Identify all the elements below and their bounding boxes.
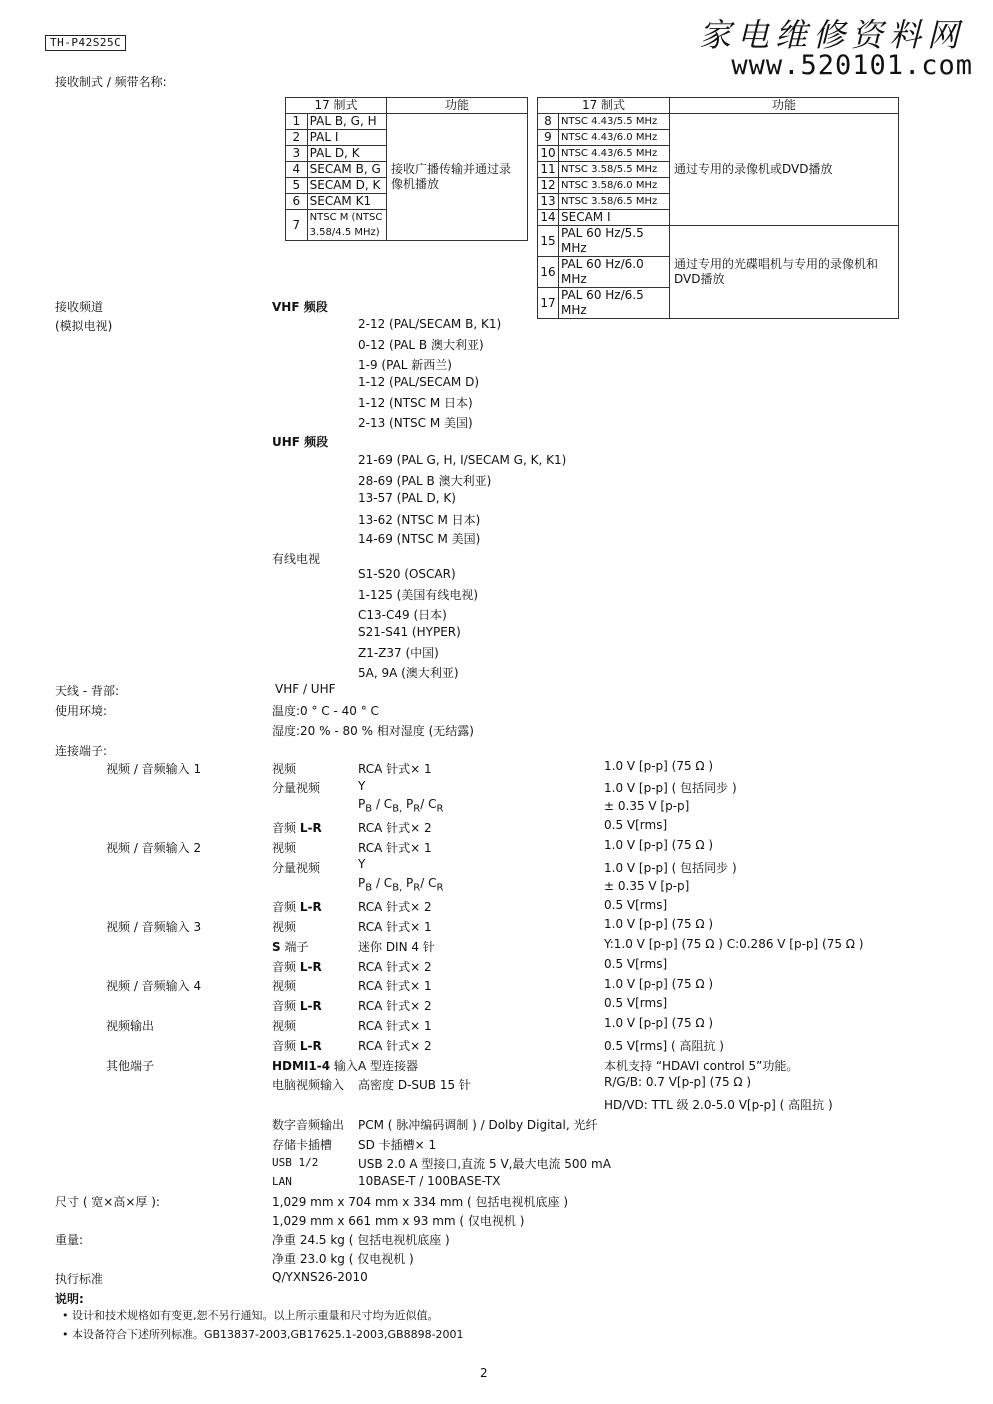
pbpr-label: $P_B / C_{B,}$ $P_R/$ $C_R$ [358, 797, 444, 815]
connector: RCA 针式× 1 [358, 841, 432, 855]
spec-value: 本机支持 “HDAVI control 5”功能。 [604, 1059, 799, 1073]
hdmi-label: HDMI1-4 输入 [272, 1059, 358, 1073]
list-item: 1-12 (PAL/SECAM D) [358, 375, 480, 389]
spec-value: 1.0 V [p-p] ( 包括同步 ) [604, 781, 737, 795]
terminals-label: 连接端子: [55, 744, 108, 758]
digital-audio-label: 数字音频输出 [272, 1118, 345, 1132]
spec-value: PCM ( 脉冲编码调制 ) / Dolby Digital, 光纤 [358, 1118, 598, 1132]
table-row: 12 NTSC 3.58/6.0 MHz [538, 178, 899, 194]
audio-label: 音频 L-R [272, 999, 322, 1013]
spec-value: 1.0 V [p-p] (75 Ω ) [604, 917, 714, 931]
model-label: TH-P42S25C [45, 35, 126, 51]
section-title: 接收制式 / 频带名称: [55, 75, 167, 89]
list-item: Z1-Z37 (中国) [358, 646, 439, 660]
spec-value: 1.0 V [p-p] (75 Ω ) [604, 1016, 714, 1030]
list-item: 1-125 (美国有线电视) [358, 588, 479, 602]
list-item: 13-62 (NTSC M 日本) [358, 513, 481, 527]
audio-label: 音频 L-R [272, 1039, 322, 1053]
usb-label: USB 1/2 [272, 1156, 319, 1169]
spec-value: R/G/B: 0.7 V[p-p] (75 Ω ) [604, 1075, 752, 1089]
connector: RCA 针式× 1 [358, 979, 432, 993]
spec-value: 0.5 V[rms] [604, 957, 668, 971]
table-row: 13 NTSC 3.58/6.5 MHz [538, 194, 899, 210]
spec-value: HD/VD: TTL 级 2.0-5.0 V[p-p] ( 高阻抗 ) [604, 1098, 833, 1112]
list-item: 5A, 9A (澳大利亚) [358, 666, 459, 680]
table-row: 10 NTSC 4.43/6.5 MHz [538, 146, 899, 162]
list-item: 0-12 (PAL B 澳大利亚) [358, 338, 484, 352]
col-system: 17 制式 [286, 98, 387, 114]
list-item: 21-69 (PAL G, H, I/SECAM G, K, K1) [358, 453, 567, 467]
spec-value: ± 0.35 V [p-p] [604, 879, 690, 893]
watermark-title: 家电维修资料网 [698, 16, 965, 54]
uhf-label: UHF 频段 [272, 435, 329, 449]
catv-label: 有线电视 [272, 552, 321, 566]
audio-label: 音频 L-R [272, 960, 322, 974]
channels-label: 接收频道 [55, 300, 104, 314]
pc-label: 电脑视频输入 [272, 1078, 345, 1092]
table-row: 17 PAL 60 Hz/6.5 MHz [538, 288, 899, 319]
connector: A 型连接器 [358, 1059, 419, 1073]
table-row: 7 NTSC M (NTSC 3.58/4.5 MHz) [286, 210, 528, 241]
spec-value: 1,029 mm x 704 mm x 334 mm ( 包括电视机底座 ) [272, 1195, 569, 1209]
function-cell-a: 通过专用的录像机或DVD播放 [670, 114, 899, 226]
humidity: 湿度:20 % - 80 % 相对湿度 (无结露) [272, 724, 474, 738]
video-label: 视频 [272, 979, 297, 993]
table-row: 14 SECAM I [538, 210, 899, 226]
component-label: 分量视频 [272, 861, 321, 875]
connector: Y [358, 857, 366, 871]
spec-value: 0.5 V[rms] [604, 818, 668, 832]
spec-value: ± 0.35 V [p-p] [604, 799, 690, 813]
list-item: 2-12 (PAL/SECAM B, K1) [358, 317, 502, 331]
antenna-label: 天线 - 背部: [55, 684, 120, 698]
audio-label: 音频 L-R [272, 900, 322, 914]
table-row: 15 PAL 60 Hz/5.5 MHz 通过专用的光碟唱机与专用的录像机和DVD播放 [538, 226, 899, 257]
page-number: 2 [480, 1366, 488, 1380]
list-item: S21-S41 (HYPER) [358, 625, 461, 639]
connector: RCA 针式× 1 [358, 920, 432, 934]
video-label: 视频 [272, 841, 297, 855]
pbpr-label: $P_B / C_{B,}$ $P_R/$ $C_R$ [358, 876, 444, 894]
av2-label: 视频 / 音频输入 2 [106, 841, 202, 855]
channels-sublabel: (模拟电视) [55, 319, 113, 333]
list-item: 1-12 (NTSC M 日本) [358, 396, 473, 410]
spec-value: Q/YXNS26-2010 [272, 1270, 368, 1284]
vhf-label: VHF 频段 [272, 300, 328, 314]
table-row: 8 NTSC 4.43/5.5 MHz 通过专用的录像机或DVD播放 [538, 114, 899, 130]
table-row: 5 SECAM D, K [286, 178, 528, 194]
standard-label: 执行标准 [55, 1272, 104, 1286]
spec-value: USB 2.0 A 型接口,直流 5 V,最大电流 500 mA [358, 1157, 611, 1171]
spec-value: 1.0 V [p-p] ( 包括同步 ) [604, 861, 737, 875]
temperature: 温度:0 ° C - 40 ° C [272, 704, 379, 718]
audio-label: 音频 L-R [272, 821, 322, 835]
connector: RCA 针式× 2 [358, 1039, 432, 1053]
col-system: 17 制式 [538, 98, 670, 114]
table-row: 3 PAL D, K [286, 146, 528, 162]
function-cell-b: 通过专用的光碟唱机与专用的录像机和DVD播放 [670, 226, 899, 319]
table-row: 4 SECAM B, G [286, 162, 528, 178]
list-item: 13-57 (PAL D, K) [358, 491, 456, 505]
connector: RCA 针式× 2 [358, 999, 432, 1013]
table-row: 1 PAL B, G, H 接收广播传输并通过录像机播放 [286, 114, 528, 130]
av3-label: 视频 / 音频输入 3 [106, 920, 202, 934]
sd-label: 存储卡插槽 [272, 1138, 333, 1152]
table-row: 9 NTSC 4.43/6.0 MHz [538, 130, 899, 146]
col-function: 功能 [670, 98, 899, 114]
list-item: 1-9 (PAL 新西兰) [358, 358, 452, 372]
table-row: 11 NTSC 3.58/5.5 MHz [538, 162, 899, 178]
component-label: 分量视频 [272, 781, 321, 795]
spec-value: 10BASE-T / 100BASE-TX [358, 1174, 501, 1188]
spec-value: Y:1.0 V [p-p] (75 Ω ) C:0.286 V [p-p] (75 Ω ) [604, 937, 864, 951]
av1-label: 视频 / 音频输入 1 [106, 762, 202, 776]
dimensions-label: 尺寸 ( 宽×高×厚 ): [55, 1195, 160, 1209]
connector: RCA 针式× 2 [358, 960, 432, 974]
spec-value: 0.5 V[rms] ( 高阻抗 ) [604, 1039, 724, 1053]
video-label: 视频 [272, 920, 297, 934]
table-row: 6 SECAM K1 [286, 194, 528, 210]
connector: RCA 针式× 1 [358, 1019, 432, 1033]
spec-value: 净重 23.0 kg ( 仅电视机 ) [272, 1252, 414, 1266]
system-table-left [285, 97, 528, 241]
antenna-value: VHF / UHF [275, 682, 336, 696]
spec-value: 1.0 V [p-p] (75 Ω ) [604, 838, 714, 852]
spec-value: 0.5 V[rms] [604, 898, 668, 912]
system-table-right [537, 97, 899, 319]
spec-value: 1.0 V [p-p] (75 Ω ) [604, 759, 714, 773]
weight-label: 重量: [55, 1233, 84, 1247]
connector: 高密度 D-SUB 15 针 [358, 1078, 471, 1092]
list-item: C13-C49 (日本) [358, 608, 447, 622]
spec-value: 1.0 V [p-p] (75 Ω ) [604, 977, 714, 991]
connector: Y [358, 779, 366, 793]
connector: 迷你 DIN 4 针 [358, 940, 435, 954]
list-item: 28-69 (PAL B 澳大利亚) [358, 474, 492, 488]
video-label: 视频 [272, 1019, 297, 1033]
watermark-url: www.520101.com [731, 50, 973, 81]
col-function: 功能 [387, 98, 528, 114]
spec-value: 0.5 V[rms] [604, 996, 668, 1010]
s-terminal-label: S 端子 [272, 940, 309, 954]
video-label: 视频 [272, 762, 297, 776]
note-item: • 设计和技术规格如有变更,恕不另行通知。以上所示重量和尺寸均为近似值。 [62, 1309, 439, 1322]
spec-value: SD 卡插槽× 1 [358, 1138, 437, 1152]
list-item: S1-S20 (OSCAR) [358, 567, 456, 581]
connector: RCA 针式× 2 [358, 821, 432, 835]
av4-label: 视频 / 音频输入 4 [106, 979, 202, 993]
list-item: 2-13 (NTSC M 美国) [358, 416, 473, 430]
connector: RCA 针式× 1 [358, 762, 432, 776]
lan-label: LAN [272, 1175, 292, 1188]
table-row: 16 PAL 60 Hz/6.0 MHz [538, 257, 899, 288]
spec-value: 1,029 mm x 661 mm x 93 mm ( 仅电视机 ) [272, 1214, 525, 1228]
environment-label: 使用环境: [55, 704, 108, 718]
function-cell: 接收广播传输并通过录像机播放 [387, 114, 528, 241]
note-item: • 本设备符合下述所列标准。GB13837-2003,GB17625.1-2003,GB8898-2001 [62, 1328, 464, 1341]
connector: RCA 针式× 2 [358, 900, 432, 914]
video-out-label: 视频输出 [106, 1019, 155, 1033]
spec-value: 净重 24.5 kg ( 包括电视机底座 ) [272, 1233, 450, 1247]
other-terminals-label: 其他端子 [106, 1059, 155, 1073]
table-row: 2 PAL I [286, 130, 528, 146]
notes-label: 说明: [55, 1292, 84, 1306]
list-item: 14-69 (NTSC M 美国) [358, 532, 481, 546]
